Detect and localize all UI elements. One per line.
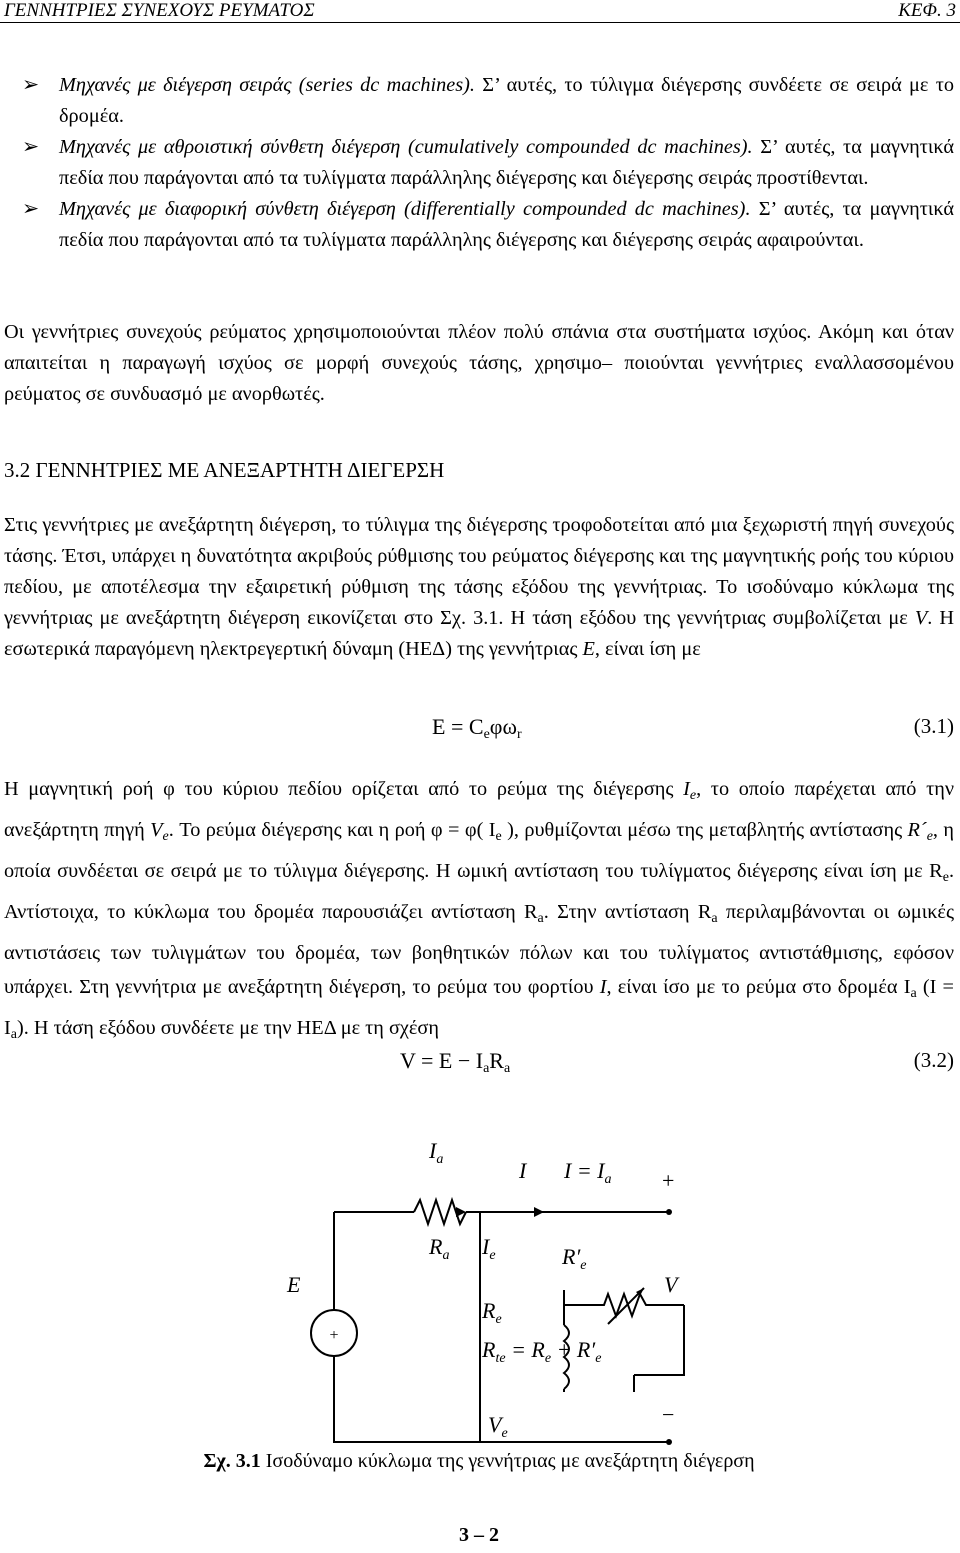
bullet-list [4,70,954,256]
label-sub: a [436,1152,444,1167]
page-number: 3 – 2 [459,1524,499,1546]
text-span: Στις γεννήτριες με ανεξάρτητη διέγερση, το τύλιγμα της διέγερσης τροφοδοτείται από μια ξεχωριστή πηγή συνεχούς τάσης. Έτσι, υπάρχει η δυνατότητα ακριβούς ρύθμισης του ρεύματος διέγερσης και της μαγνητικής ροής του κύριου πεδίου, με αποτέλεσμα την εξαιρετική ρύθμιση της τάσης εξόδου της γεννήτριας. Το ισοδύναμο κύκλωμα της γεννήτριας με ανεξάρτητη διέγερση εικονίζεται στο Σχ. 3.1. Η τάση εξόδου της γεννήτριας συμβολίζεται με [4,514,954,629]
bullet-text: Σ’ αυτές, τα μαγνητικά πεδία που παράγονται από τα τυλίγματα παράλληλης διέγερσης και διέγερσης σειράς προστίθενται. [59,136,954,189]
arrow-bullet-icon: ➢ [22,198,39,220]
symbol-I: I [683,778,690,800]
equation-3-1 [4,714,954,750]
terminal-minus [666,1439,672,1445]
label-main: = R [505,1337,545,1362]
paragraph-flux [4,772,954,1052]
label-main: + R′ [551,1337,596,1362]
label-main: R [482,1337,496,1362]
text-span: ). Η τάση εξόδου συνδέετε με την ΗΕΔ με τη σχέση [16,1017,439,1039]
label-sub: a [442,1248,450,1263]
inline-equation-end: ) [501,819,514,841]
caption-label: Σχ. 3.1 [203,1450,261,1472]
label-Ia [428,1138,443,1167]
label-main: I [482,1234,490,1259]
arrow-bullet-icon: ➢ [22,74,39,96]
source-polarity-mark: + [329,1327,339,1344]
label-I-equals-Ia [563,1158,612,1187]
equation-text: R [489,1048,504,1073]
current-arrow-I-icon [534,1207,544,1217]
symbol-I: I [599,976,607,998]
resistor-Re-prime [564,1294,684,1316]
subscript: e [162,829,169,844]
label-plus: + [662,1168,675,1193]
label-sub: e [489,1248,496,1263]
symbol-phi-omega: φω [489,714,517,739]
header-chapter-title: ΓΕΝΝΗΤΡΙΕΣ ΣΥΝΕΧΟΥΣ ΡΕΥΜΑΤΟΣ [4,0,315,21]
bullet-term: Μηχανές με διέγερση σειράς (series dc machines). [59,74,475,96]
equation-body [400,1048,510,1077]
text-span: του κύριου πεδίου ορίζεται από το ρεύμα της διέγερσης [174,778,684,800]
label-I: I [519,1158,527,1183]
equation-number: (3.1) [913,714,954,738]
symbol-phi: φ [163,778,175,800]
bullet-item-series [4,70,954,132]
label-main: I = I [564,1158,605,1183]
arrow-bullet-icon: ➢ [22,136,39,158]
paragraph-usage: Οι γεννήτριες συνεχούς ρεύματος χρησιμοποιούνται πλέον πολύ σπάνια στα συστήματα ισχύος. Ακόμη και όταν απαιτείται η παραγωγή ισχύος σε μορφή συνεχούς τάσης, χρησιμο– ποιούνται γεννήτριες εναλλασσομένου ρεύματος σε συνδυασμό με ανορθωτές. [4,321,954,405]
subscript: a [910,986,917,1001]
bullet-item-differential [4,194,954,256]
subscript: a [537,911,544,926]
label-Re [481,1298,502,1327]
subscript: e [495,829,502,844]
text-span: , το οποίο [696,778,785,800]
subscript: e [689,788,697,803]
inline-equation: φ = φ( I [430,819,496,841]
section-heading: 3.2 ΓΕΝΝΗΤΡΙΕΣ ΜΕ ΑΝΕΞΑΡΤΗΤΗ ΔΙΕΓΕΡΣΗ [4,458,445,482]
wire-field-right [634,1305,684,1375]
text-span: . Στην αντίσταση R [543,901,712,923]
bullet-term: Μηχανές με διαφορική σύνθετη διέγερση (differentially compounded dc machines). [59,198,751,220]
label-main: R [429,1234,443,1259]
equation-3-2 [4,1048,954,1084]
circuit-wires [334,1200,684,1442]
label-Ve [488,1412,508,1441]
bullet-term: Μηχανές με αθροιστική σύνθετη διέγερση (cumulatively compounded dc machines). [59,136,753,158]
text-span: , η οποία συνδέεται σε σειρά με το τύλιγμα διέγερσης. Η [4,819,955,882]
caption-text: Ισοδύναμο κύκλωμα της γεννήτριας με ανεξάρτητη διέγερση [260,1450,755,1472]
wire-armature-bottom [334,1356,482,1442]
symbol-V: V [150,819,163,841]
text-span: μέσω της μεταβλητής αντίστασης [627,819,908,841]
subscript: r [516,727,522,742]
text-span: . Το ρεύμα διέγερσης και η ροή [168,819,431,841]
subscript: a [503,1061,511,1076]
label-main: I [429,1138,437,1163]
circuit-diagram [4,1130,954,1450]
label-main: R′ [562,1244,581,1269]
symbol-R-prime: R´ [907,819,927,841]
text-span: , είναι ίσο με το ρεύμα στο δρομέα I [606,976,911,998]
text-span: Η μαγνητική ροή [4,778,164,800]
label-sub: te [495,1351,506,1366]
subscript: e [483,727,490,742]
equation-text: V = E − I [400,1048,484,1073]
label-sub: a [604,1172,612,1187]
label-E: E [287,1272,301,1297]
symbol-E: E [432,714,446,739]
subscript: e [942,870,949,885]
equation-body [432,714,522,743]
symbol-V: V [914,607,928,629]
label-sub: e [544,1351,552,1366]
header-chapter-number: ΚΕΦ. 3 [898,0,956,21]
subscript: a [10,1027,17,1042]
subscript: a [483,1061,490,1076]
text-span: . Αντίστοιχα, το κύκλωμα του δρομέα παρουσιάζει αντίσταση R [4,860,955,923]
bullet-text: Σ’ αυτές, τα μαγνητικά πεδία που παράγονται από τα τυλίγματα παράλληλης διέγερσης και διέγερσης σειράς αφαιρούνται. [59,198,954,251]
text-span: παρέχεται από την ανεξάρτητη πηγή [4,778,954,841]
label-sub: e [595,1351,602,1366]
symbol-C: C [468,714,484,739]
bullet-text: Σ’ αυτές, το τύλιγμα διέγερσης συνδέετε σε σειρά με το δρομέα. [59,74,954,127]
running-header [0,0,960,23]
text-span: (I = I [4,976,954,1039]
label-sub: e [495,1312,502,1327]
text-span: , ρυθμίζονται [513,819,622,841]
equals-sign: = [445,714,469,739]
bullet-item-cumulative [4,132,954,194]
label-main: R [482,1298,496,1323]
text-span: ωμική αντίσταση του τυλίγματος διέγερσης είναι ίση με R [457,860,943,882]
subscript: e [926,829,933,844]
symbol-E: E [582,638,595,660]
equation-number: (3.2) [913,1048,954,1072]
paragraph-independent-excitation [4,510,954,665]
label-sub: e [501,1426,508,1441]
label-Ra [428,1234,449,1263]
label-Ie [481,1234,496,1263]
text-span: περιλαμβάνονται οι ωμικές αντιστάσεις των τυλιγμάτων του δρομέα, των βοηθητικών πόλων και του τυλίγματος αντιστάθμισης, εφόσον υπάρχει. Στη γεννήτρια με ανεξάρτητη διέγερση, το ρεύμα του φορτίου [4,901,954,998]
label-minus: − [662,1402,675,1427]
label-main: V [488,1412,502,1437]
subscript: a [711,911,718,926]
label-V: V [664,1272,678,1297]
label-Re-prime [561,1244,586,1273]
terminal-plus [666,1209,672,1215]
text-span: . Η εσωτερικά παραγόμενη ηλεκτρεγερτική δύναμη (ΗΕΔ) της γεννήτριας [4,607,954,660]
figure-caption [4,1450,954,1473]
label-Rte-equation [481,1337,601,1366]
text-span: , είναι ίση με [594,638,701,660]
label-sub: e [580,1258,587,1273]
